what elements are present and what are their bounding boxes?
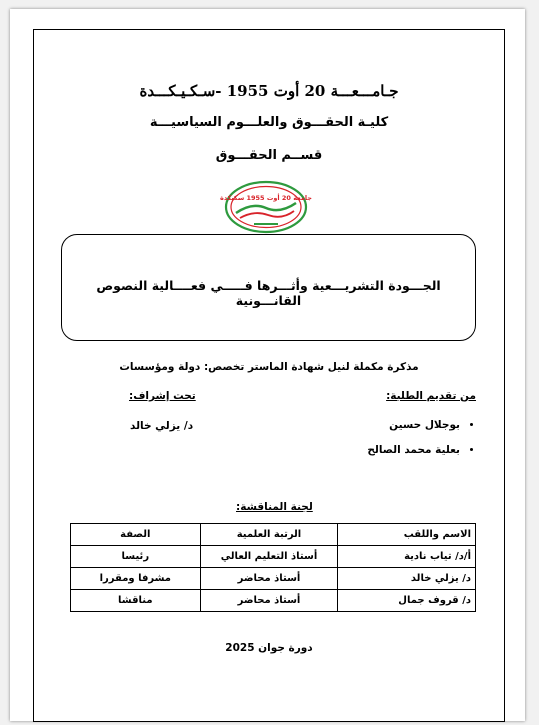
member-rank: أستاذ محاضر [200,568,338,590]
member-role: مشرفا ومقررا [71,568,201,590]
member-rank: أستاذ محاضر [200,590,338,612]
member-name: د/ يزلي خالد [338,568,476,590]
member-name: د/ قروف جمال [338,590,476,612]
students-list [367,416,478,466]
table-row [71,568,476,590]
memo-description: مذكرة مكملة لنيل شهادة الماستر تخصص: دولة ومؤسسات [119,361,419,373]
table-header-row [71,524,476,546]
committee-table [70,523,476,612]
document-page [10,9,525,721]
session-date: دورة جوان 2025 [225,642,313,654]
department-name: قســم الحقـــوق [215,148,323,163]
faculty-name: كليـة الحقـــوق والعلـــوم السياسيـــة [149,115,389,130]
member-role: رئيسا [71,546,201,568]
committee-label: لجنة المناقشة: [236,501,313,513]
thesis-title: الجـــودة التشريـــعية وأثـــرها فـــــي فعــــالية النصوص القانـــونية [96,278,441,308]
member-rank: أستاذ التعليم العالي [200,546,338,568]
table-row [71,590,476,612]
students-label: من تقديم الطلبة: [386,390,476,402]
page-border-frame [33,29,505,722]
table-row [71,546,476,568]
supervisor-name: د/ يزلي خالد [130,420,194,432]
student-name: • بوجلال حسين [367,416,460,441]
thesis-title-box [61,234,476,341]
university-logo [220,180,312,238]
member-name: أ/د/ تياب نادية [338,546,476,568]
student-name: • بعلية محمد الصالح [367,441,460,466]
university-name: جـامـــعـــة 20 أوت 1955 -سـكـيـكـــدة [139,82,399,100]
logo-text: جامعة 20 أوت 1955 سكيكدة [220,194,312,202]
header-role: الصفة [71,524,201,546]
header-name: الاسم واللقب [338,524,476,546]
header-rank: الرتبة العلمية [200,524,338,546]
supervision-label: تحت إشراف: [129,390,196,402]
member-role: مناقشا [71,590,201,612]
